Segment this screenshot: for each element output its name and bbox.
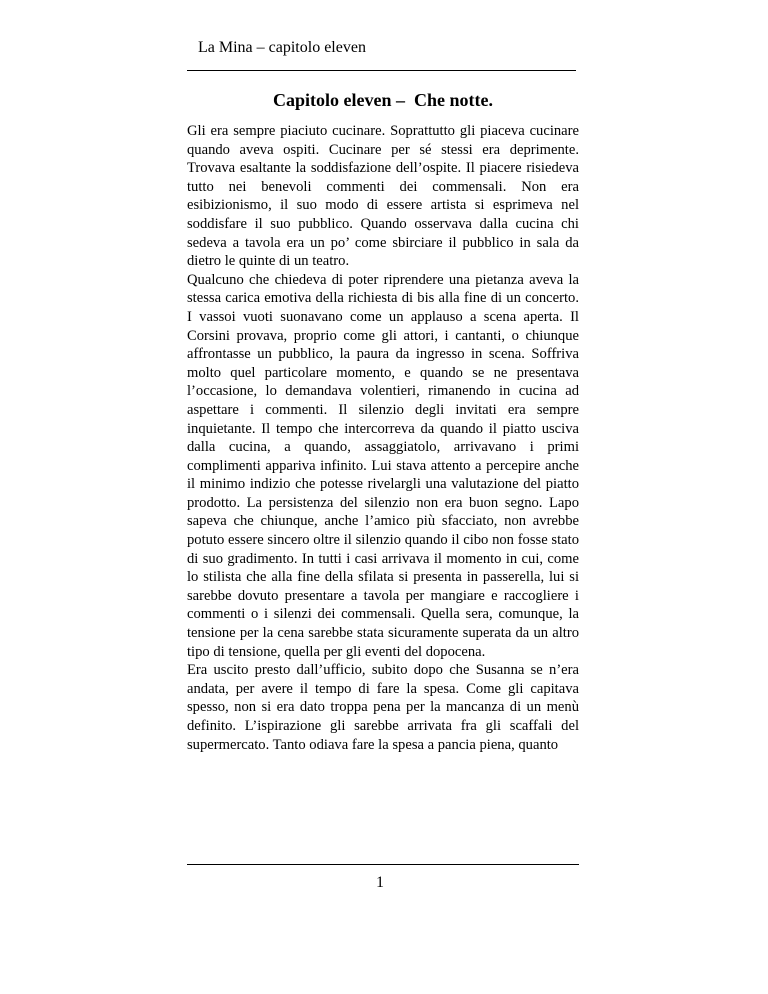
paragraph: Qualcuno che chiedeva di poter riprendere una pietanza aveva la stessa carica emotiva della richiesta di bis alla fine di un concerto. I vassoi vuoti suonavano come un applauso a scena aperta. Il Corsini provava, proprio come gli attori, i cantanti, o chiunque affrontasse un pubblico, la paura da ingresso in scena. Soffriva molto quel particolare momento, e quando se ne presentava l’occasione, lo demandava volentieri, rimanendo in cucina ad aspettare i commenti. Il silenzio degli invitati era sempre inquietante. Il tempo che intercorreva da quando il piatto usciva dalla cucina, a quando, assaggiatolo, arrivavano i primi complimenti appariva infinito. Lui stava attento a percepire anche il minimo indizio che potesse rivelargli una valutazione del piatto prodotto. La persistenza del silenzio non era buon segno. Lapo sapeva che chiunque, anche l’amico più sfacciato, non avrebbe potuto essere sincero oltre il silenzio quando il cibo non fosse stato di suo gradimento. In tutti i casi arrivava il momento in cui, come lo stilista che alla fine della sfilata si presenta in passerella, lui si sarebbe dovuto presentare a tavola per mangiare e raccogliere i commenti o i silenzi dei commensali. Quella sera, comunque, la tensione per la cena sarebbe stata sicuramente superata da un altro tipo di tensione, quella per gli eventi del dopocena. [187,271,579,660]
body-text [187,122,579,754]
chapter-title: Capitolo eleven – Che notte. [273,90,493,110]
paragraph: Gli era sempre piaciuto cucinare. Soprattutto gli piaceva cucinare quando aveva ospiti. Cucinare per sé stessi era deprimente. Trovava esaltante la soddisfazione dell’ospite. Il piacere risiedeva tutto nei benevoli commenti dei commensali. Non era esibizionismo, il suo modo di essere artista si esprimeva nel soddisfare il suo pubblico. Quando osservava dalla cucina chi sedeva a tavola era un po’ come sbirciare il pubblico in sala da dietro le quinte di un teatro. [187,123,579,270]
paragraph: Era uscito presto dall’ufficio, subito dopo che Susanna se n’era andata, per avere il tempo di fare la spesa. Come gli capitava spesso, non si era dato troppa pena per la mancanza di un menù definito. L’ispirazione gli sarebbe arrivata fra gli scaffali del supermercato. Tanto odiava fare la spesa a pancia piena, quanto [187,662,579,753]
header-rule [187,70,576,71]
page-number: 1 [376,874,384,891]
running-header: La Mina – capitolo eleven [198,39,366,56]
footer-rule [187,864,579,865]
